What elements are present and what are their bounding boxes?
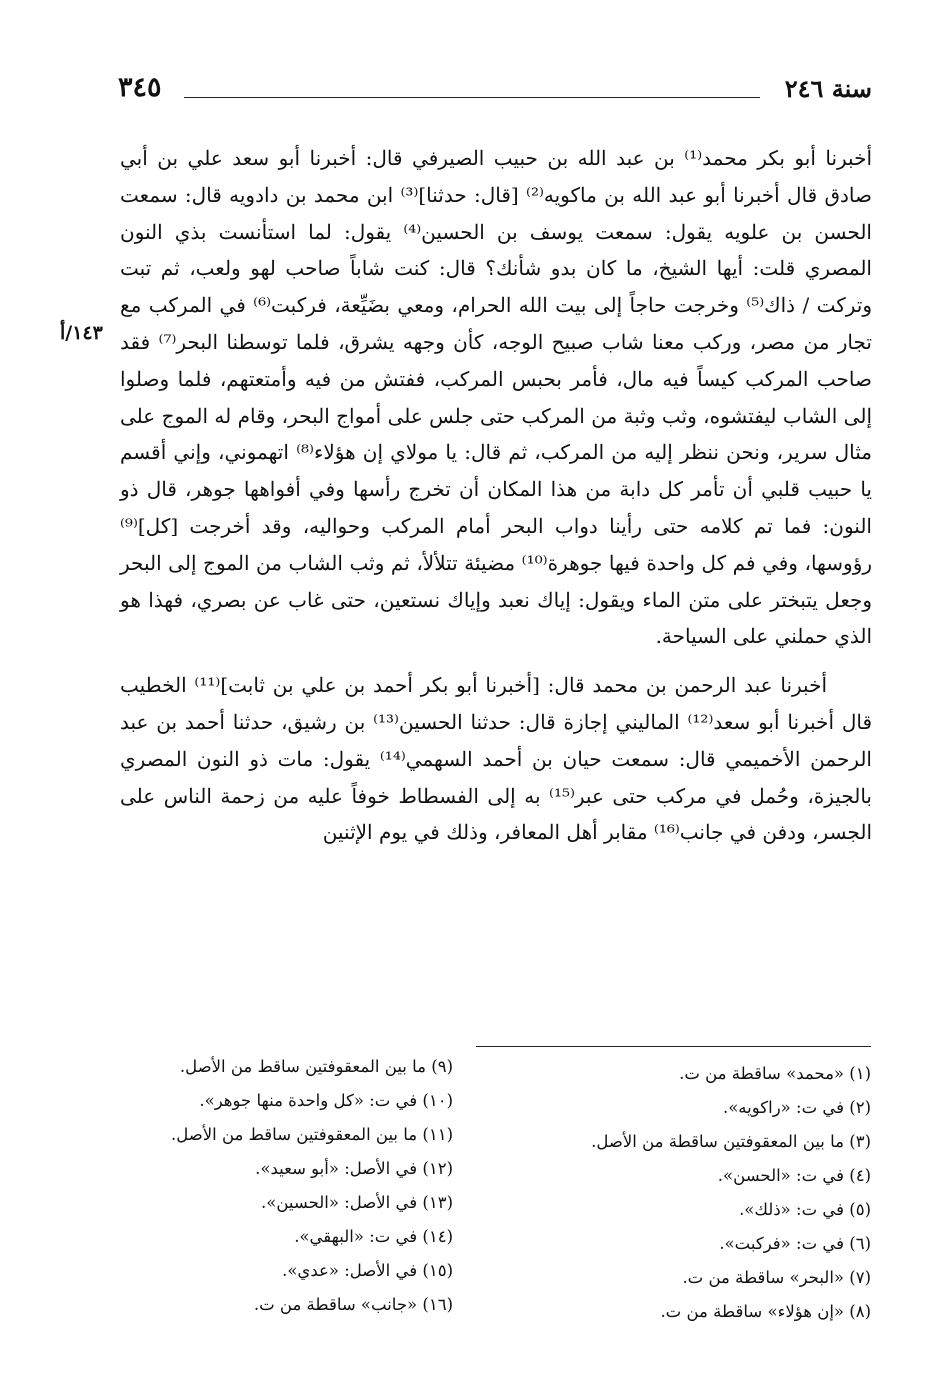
footnote-8: (٨) «إن هؤلاء» ساقطة من ت. bbox=[660, 1302, 871, 1321]
footnote-13: (١٣) في الأصل: «الحسين». bbox=[261, 1193, 453, 1212]
footnotes-right-column bbox=[481, 1057, 871, 1329]
main-text bbox=[120, 140, 872, 851]
footnote-11: (١١) ما بين المعقوفتين ساقط من الأصل. bbox=[170, 1125, 453, 1144]
page-header bbox=[118, 72, 872, 112]
footnote-12: (١٢) في الأصل: «أبو سعيد». bbox=[255, 1159, 453, 1178]
footnote-5: (٥) في ت: «ذلك». bbox=[739, 1200, 871, 1219]
footnote-15: (١٥) في الأصل: «عدي». bbox=[282, 1261, 453, 1280]
footnote-7: (٧) «البحر» ساقطة من ت. bbox=[682, 1268, 871, 1287]
footnote-10: (١٠) في ت: «كل واحدة منها جوهر». bbox=[199, 1091, 453, 1110]
footnote-2: (٢) في ت: «راكويه». bbox=[722, 1098, 871, 1117]
footnote-4: (٤) في ت: «الحسن». bbox=[717, 1166, 871, 1185]
paragraph-2: أخبرنا عبد الرحمن بن محمد قال: [أخبرنا أبو بكر أحمد بن علي بن ثابت]⁽¹¹⁾ الخطيب قال أخبرنا أبو سعد⁽¹²⁾ الماليني إجازة قال: حدثنا الحسين⁽¹³⁾ بن رشيق، حدثنا أحمد بن عبد الرحمن الأخميمي قال: سمعت حيان بن أحمد السهمي⁽¹⁴⁾ يقول: مات ذو النون المصري بالجيزة، وحُمل في مركب حتى عبر⁽¹⁵⁾ به إلى الفسطاط خوفاً عليه من زحمة الناس على الجسر، ودفن في جانب⁽¹⁶⁾ مقابر أهل المعافر، وذلك في يوم الإثنين bbox=[120, 673, 873, 845]
footnote-9: (٩) ما بين المعقوفتين ساقط من الأصل. bbox=[179, 1057, 453, 1076]
footnotes-left-column bbox=[73, 1050, 453, 1322]
manuscript-folio-note: ١٤٣/أ bbox=[60, 322, 103, 344]
header-rule bbox=[184, 97, 760, 98]
footnote-14: (١٤) في ت: «البهقي». bbox=[294, 1227, 453, 1246]
running-head: سنة ٢٤٦ bbox=[784, 74, 872, 103]
footnote-16: (١٦) «جانب» ساقطة من ت. bbox=[253, 1295, 453, 1314]
footnote-6: (٦) في ت: «فركبت». bbox=[719, 1234, 871, 1253]
paragraph-1: أخبرنا أبو بكر محمد⁽¹⁾ بن عبد الله بن حبيب الصيرفي قال: أخبرنا أبو سعد علي بن أبي صادق قال أخبرنا أبو عبد الله بن ماكويه⁽²⁾ [قال: حدثنا]⁽³⁾ ابن محمد بن دادويه قال: سمعت الحسن بن علويه يقول: سمعت يوسف بن الحسين⁽⁴⁾ يقول: لما استأنست بذي النون المصري قلت: أيها الشيخ، ما كان بدو شأنك؟ قال: كنت شاباً صاحب لهو ولعب، ثم تبت وتركت / ذاك⁽⁵⁾ وخرجت حاجاً إلى بيت الله الحرام، ومعي بضَيِّعة، فركبت⁽⁶⁾ في المركب مع تجار من مصر، وركب معنا شاب صبيح الوجه، كأن وجهه يشرق، فلما توسطنا البحر⁽⁷⁾ فقد صاحب المركب كيساً فيه مال، فأمر بحبس المركب، ففتش من فيه وأمتعتهم، فلما وصلوا إلى الشاب ليفتشوه، وثب وثبة من المركب حتى جلس على أمواج البحر، وقام له الموج على مثال سرير، ونحن ننظر إليه من المركب، ثم قال: يا مولاي إن هؤلاء⁽⁸⁾ اتهموني، وإني أقسم يا حبيب قلبي أن تأمر كل دابة من هذا المكان أن تخرج رأسها وفي أفواهها جوهر، قال ذو النون: فما تم كلامه حتى رأينا دواب البحر أمام المركب وحواليه، وقد أخرجت [كل]⁽⁹⁾ رؤوسها، وفي فم كل واحدة فيها جوهرة⁽¹⁰⁾ مضيئة تتلألأ، ثم وثب الشاب من الموج إلى البحر وجعل يتبختر على متن الماء ويقول: إياك نعبد وإياك نستعين، حتى غاب عن بصري، فهذا هو الذي حملني على السياحة. bbox=[120, 146, 873, 649]
footnote-rule bbox=[476, 1046, 871, 1047]
page-number: ٣٤٥ bbox=[118, 72, 162, 103]
footnote-1: (١) «محمد» ساقطة من ت. bbox=[679, 1064, 871, 1083]
footnote-3: (٣) ما بين المعقوفتين ساقطة من الأصل. bbox=[591, 1132, 871, 1151]
